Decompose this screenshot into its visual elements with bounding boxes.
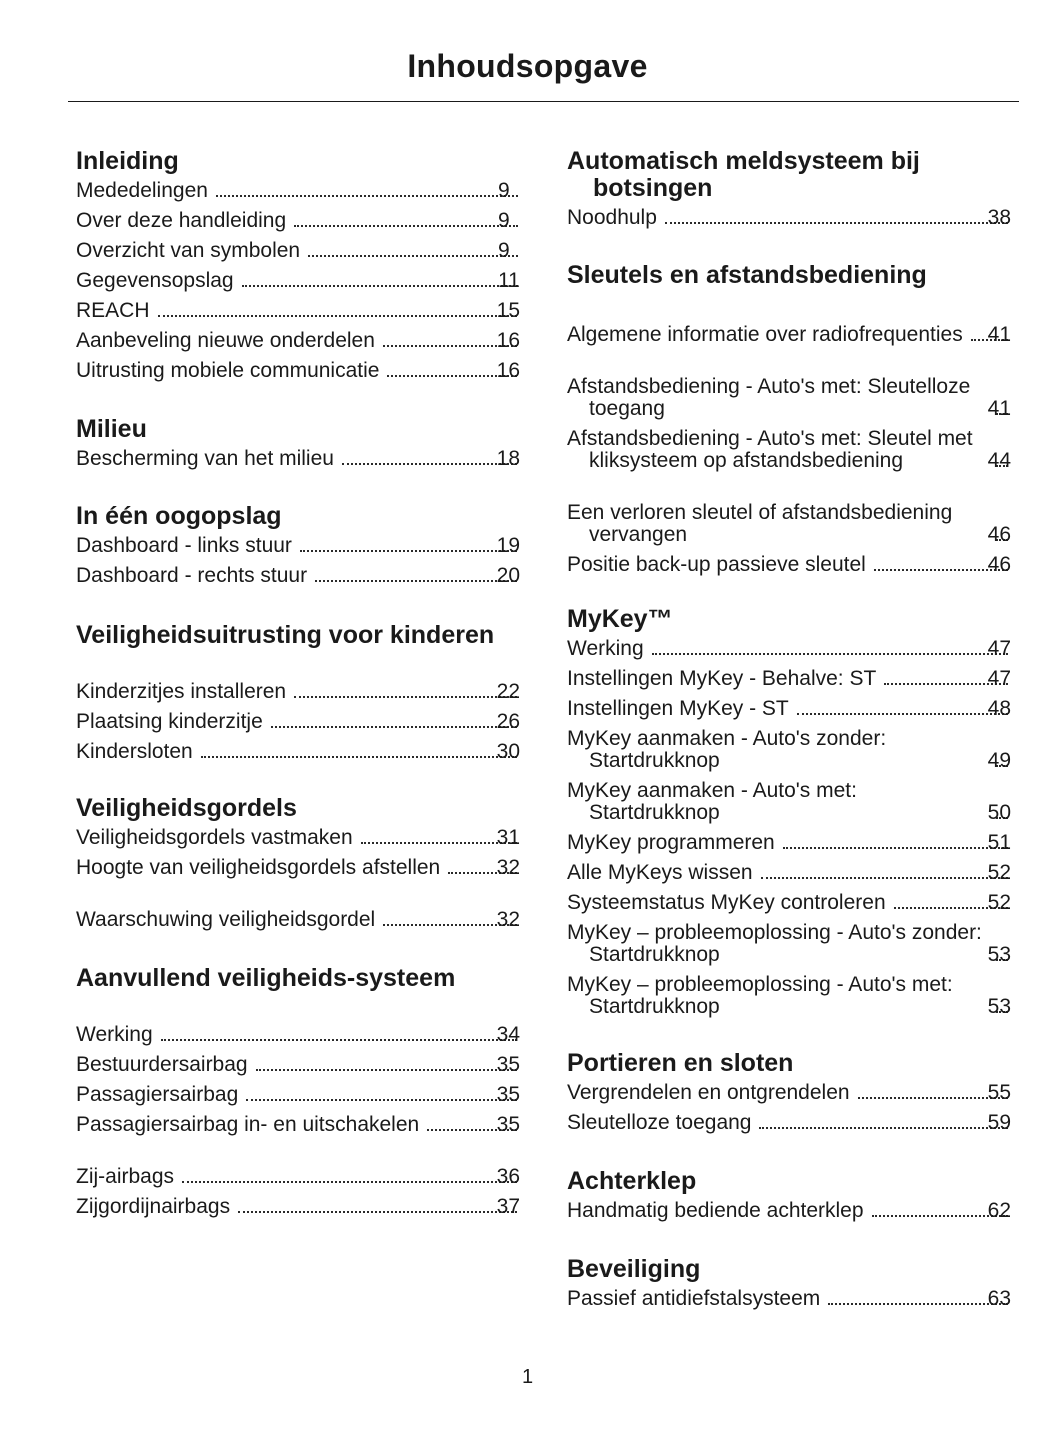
entry-title: Gegevensopslag bbox=[76, 269, 234, 292]
toc-entry[interactable] bbox=[567, 892, 1011, 914]
toc-entry[interactable] bbox=[567, 1112, 1011, 1134]
toc-entry[interactable] bbox=[76, 1024, 520, 1046]
toc-entry[interactable]: Overzicht van symbolen 9 bbox=[76, 240, 520, 262]
entry-page-number: 35 bbox=[496, 1083, 520, 1106]
entry-title: Mededelingen bbox=[76, 179, 208, 202]
entry-page-number: 15 bbox=[496, 299, 520, 322]
section-title[interactable]: Portieren en sloten bbox=[567, 1049, 794, 1077]
toc-entry[interactable] bbox=[76, 857, 520, 879]
entry-page-number: 44 bbox=[987, 449, 1011, 472]
toc-entry[interactable] bbox=[76, 827, 520, 849]
entry-title: Veiligheidsgordels vastmaken bbox=[76, 826, 353, 849]
entry-page-number: 16 bbox=[496, 359, 520, 382]
entry-page-number: 35 bbox=[496, 1113, 520, 1136]
entry-title: Zij-airbags bbox=[76, 1165, 175, 1188]
entry-title: MyKey – probleemoplossing - Auto's met: Startdrukknop bbox=[567, 973, 953, 1018]
dot-leader bbox=[201, 756, 517, 758]
entry-title: Alle MyKeys wissen bbox=[567, 861, 753, 884]
toc-entry[interactable] bbox=[567, 698, 1011, 720]
dot-leader bbox=[246, 1099, 516, 1101]
dot-leader bbox=[342, 463, 517, 465]
dot-leader bbox=[652, 653, 1008, 655]
entry-page-number: 62 bbox=[987, 1199, 1011, 1222]
entry-page-number: 50 bbox=[987, 801, 1011, 824]
dot-leader bbox=[315, 580, 517, 582]
dot-leader bbox=[665, 222, 1008, 224]
toc-section bbox=[567, 1049, 1011, 1134]
entry-page-number: 46 bbox=[987, 553, 1011, 576]
toc-entry[interactable] bbox=[567, 1288, 1011, 1310]
toc-entry[interactable] bbox=[567, 668, 1011, 690]
entry-page-number: 52 bbox=[987, 891, 1011, 914]
entry-title: Passief antidiefstalsysteem bbox=[567, 1287, 821, 1310]
entry-page-number: 19 bbox=[496, 534, 520, 557]
section-title[interactable]: Milieu bbox=[76, 415, 147, 443]
entry-page-number: 48 bbox=[987, 697, 1011, 720]
dot-leader bbox=[759, 1127, 1007, 1129]
entry-title: Kinderzitjes installeren bbox=[76, 680, 287, 703]
toc-entry[interactable] bbox=[76, 1054, 520, 1076]
entry-page-number: 26 bbox=[496, 710, 520, 733]
dot-leader bbox=[161, 1039, 517, 1041]
dot-leader bbox=[761, 877, 1008, 879]
toc-entry[interactable] bbox=[76, 330, 520, 352]
toc-entry[interactable] bbox=[567, 728, 1011, 772]
toc-entry[interactable] bbox=[567, 428, 1011, 472]
section-title[interactable]: Aanvullend veiligheids-systeem bbox=[76, 964, 456, 992]
toc-entry[interactable] bbox=[76, 448, 520, 470]
page-title: Inhoudsopgave bbox=[407, 48, 648, 84]
entry-title: Passagiersairbag in- en uitschakelen bbox=[76, 1113, 420, 1136]
toc-entry[interactable] bbox=[567, 376, 1011, 420]
entry-page-number: 34 bbox=[496, 1023, 520, 1046]
entry-title: Een verloren sleutel of afstandsbediening vervangen bbox=[567, 501, 953, 546]
dot-leader bbox=[271, 726, 517, 728]
toc-section bbox=[76, 147, 520, 382]
entry-title: Over deze handleiding bbox=[76, 209, 287, 232]
entry-title: Kindersloten bbox=[76, 740, 193, 763]
toc-entry[interactable] bbox=[567, 780, 1011, 824]
entry-title: Dashboard - rechts stuur bbox=[76, 564, 308, 587]
dot-leader bbox=[256, 1069, 517, 1071]
entry-title: Noodhulp bbox=[567, 206, 657, 229]
entry-page-number: 22 bbox=[496, 680, 520, 703]
toc-entry[interactable] bbox=[567, 862, 1011, 884]
entry-title: Instellingen MyKey - Behalve: ST bbox=[567, 667, 877, 690]
entry-title: Positie back-up passieve sleutel bbox=[567, 553, 866, 576]
toc-entry[interactable] bbox=[567, 207, 1011, 229]
toc-entry[interactable] bbox=[76, 741, 520, 763]
entry-title: Bestuurdersairbag bbox=[76, 1053, 248, 1076]
section-title[interactable]: Sleutels en afstandsbediening bbox=[567, 261, 927, 289]
entry-title: REACH bbox=[76, 299, 150, 322]
entry-title: Werking bbox=[567, 637, 644, 660]
dot-leader bbox=[238, 1211, 517, 1213]
entry-page-number: 63 bbox=[987, 1287, 1011, 1310]
title-divider bbox=[68, 101, 1019, 102]
section-title[interactable]: In één oogopslag bbox=[76, 502, 282, 530]
section-title[interactable]: Veiligheidsgordels bbox=[76, 794, 297, 822]
entry-title: Waarschuwing veiligheidsgordel bbox=[76, 908, 376, 931]
toc-entry[interactable]: Gegevensopslag 11 bbox=[76, 269, 520, 292]
toc-section bbox=[567, 1255, 1011, 1310]
entry-title: Overzicht van symbolen bbox=[76, 239, 301, 262]
entry-page-number: 20 bbox=[496, 564, 520, 587]
entry-title: Uitrusting mobiele communicatie bbox=[76, 359, 380, 382]
entry-title: Dashboard - links stuur bbox=[76, 534, 292, 557]
toc-section bbox=[567, 147, 1011, 229]
entry-page-number: 41 bbox=[987, 397, 1011, 420]
toc-entry[interactable] bbox=[76, 300, 520, 322]
entry-page-number: 38 bbox=[987, 206, 1011, 229]
entry-page-number: 59 bbox=[987, 1111, 1011, 1134]
entry-page-number: 16 bbox=[496, 329, 520, 352]
toc-section bbox=[76, 964, 520, 1218]
entry-page-number: 31 bbox=[496, 826, 520, 849]
dot-leader bbox=[294, 225, 518, 227]
toc-section bbox=[567, 1167, 1011, 1222]
entry-title: MyKey aanmaken - Auto's zonder: Startdrukknop bbox=[567, 727, 887, 772]
dot-leader bbox=[783, 847, 1008, 849]
entry-page-number: 18 bbox=[496, 447, 520, 470]
dot-leader bbox=[158, 315, 517, 317]
toc-entry[interactable] bbox=[567, 1082, 1011, 1104]
toc-entry[interactable] bbox=[76, 565, 520, 587]
toc-entry[interactable]: Over deze handleiding 9 bbox=[76, 210, 520, 232]
entry-title: Plaatsing kinderzitje bbox=[76, 710, 263, 733]
toc-section bbox=[76, 621, 520, 763]
dot-leader bbox=[242, 285, 518, 287]
toc-entry[interactable] bbox=[76, 360, 520, 382]
section-title[interactable]: Beveiliging bbox=[567, 1255, 701, 1283]
entry-page-number: 35 bbox=[496, 1053, 520, 1076]
toc-entry[interactable] bbox=[76, 1166, 520, 1188]
dot-leader bbox=[858, 1097, 1008, 1099]
toc-entry[interactable] bbox=[76, 535, 520, 557]
dot-leader bbox=[828, 1303, 1007, 1305]
entry-page-number: 32 bbox=[496, 908, 520, 931]
toc-entry[interactable] bbox=[567, 554, 1011, 576]
toc-section bbox=[76, 794, 520, 931]
dot-leader bbox=[797, 713, 1008, 715]
entry-title: Afstandsbediening - Auto's met: Sleutelloze toegang bbox=[567, 375, 971, 420]
toc-entry[interactable] bbox=[567, 832, 1011, 854]
entry-page-number: 36 bbox=[496, 1165, 520, 1188]
entry-title: MyKey – probleemoplossing - Auto's zonder: Startdrukknop bbox=[567, 921, 982, 966]
entry-page-number: 51 bbox=[987, 831, 1011, 854]
entry-page-number: 30 bbox=[496, 740, 520, 763]
entry-title: Zijgordijnairbags bbox=[76, 1195, 231, 1218]
toc-entry[interactable] bbox=[567, 922, 1011, 966]
entry-page-number: 53 bbox=[987, 943, 1011, 966]
entry-page-number: 41 bbox=[987, 323, 1011, 346]
toc-entry[interactable] bbox=[76, 1084, 520, 1106]
entry-title: Aanbeveling nieuwe onderdelen bbox=[76, 329, 375, 352]
toc-entry[interactable] bbox=[76, 909, 520, 931]
entry-page-number: 47 bbox=[987, 637, 1011, 660]
entry-title: Algemene informatie over radiofrequenties bbox=[567, 323, 963, 346]
section-title[interactable]: MyKey™ bbox=[567, 605, 673, 633]
toc-entry[interactable] bbox=[567, 324, 1011, 346]
entry-page-number: 55 bbox=[987, 1081, 1011, 1104]
toc-entry[interactable] bbox=[76, 1114, 520, 1136]
entry-page-number: 47 bbox=[987, 667, 1011, 690]
entry-page-number: 53 bbox=[987, 995, 1011, 1018]
entry-page-number: 37 bbox=[496, 1195, 520, 1218]
entry-title: Passagiersairbag bbox=[76, 1083, 239, 1106]
toc-section bbox=[567, 261, 1011, 576]
toc-entry[interactable] bbox=[567, 502, 1011, 546]
entry-title: Handmatig bediende achterklep bbox=[567, 1199, 864, 1222]
entry-title: Afstandsbediening - Auto's met: Sleutel met kliksysteem op afstandsbediening bbox=[567, 427, 973, 472]
dot-leader bbox=[216, 195, 518, 197]
dot-leader bbox=[294, 696, 517, 698]
section-title[interactable]: Automatisch meldsysteem bij botsingen bbox=[567, 147, 920, 202]
entry-title: Hoogte van veiligheidsgordels afstellen bbox=[76, 856, 441, 879]
toc-section bbox=[567, 605, 1011, 1018]
entry-title: Systeemstatus MyKey controleren bbox=[567, 891, 886, 914]
entry-title: MyKey aanmaken - Auto's met: Startdrukknop bbox=[567, 779, 857, 824]
entry-page-number: 46 bbox=[987, 523, 1011, 546]
toc-entry[interactable]: Mededelingen 9 bbox=[76, 180, 520, 202]
toc-section bbox=[76, 415, 520, 470]
dot-leader bbox=[361, 842, 517, 844]
toc-section bbox=[76, 502, 520, 587]
entry-title: Bescherming van het milieu bbox=[76, 447, 334, 470]
entry-title: Werking bbox=[76, 1023, 153, 1046]
toc-entry[interactable] bbox=[76, 1196, 520, 1218]
entry-title: Instellingen MyKey - ST bbox=[567, 697, 789, 720]
entry-page-number: 52 bbox=[987, 861, 1011, 884]
toc-entry[interactable] bbox=[76, 681, 520, 703]
entry-title: Sleutelloze toegang bbox=[567, 1111, 752, 1134]
page-number: 1 bbox=[521, 1366, 534, 1388]
entry-title: Vergrendelen en ontgrendelen bbox=[567, 1081, 850, 1104]
section-title[interactable]: Inleiding bbox=[76, 147, 179, 175]
toc-entry[interactable] bbox=[76, 711, 520, 733]
section-title[interactable]: Achterklep bbox=[567, 1167, 697, 1195]
dot-leader bbox=[300, 550, 517, 552]
entry-page-number: 32 bbox=[496, 856, 520, 879]
dot-leader bbox=[182, 1181, 517, 1183]
toc-entry[interactable] bbox=[567, 638, 1011, 660]
entry-page-number: 49 bbox=[987, 749, 1011, 772]
entry-title: MyKey programmeren bbox=[567, 831, 775, 854]
dot-leader bbox=[308, 255, 518, 257]
section-title[interactable]: Veiligheidsuitrusting voor kinderen bbox=[76, 621, 495, 649]
toc-entry[interactable] bbox=[567, 1200, 1011, 1222]
toc-entry[interactable] bbox=[567, 974, 1011, 1018]
